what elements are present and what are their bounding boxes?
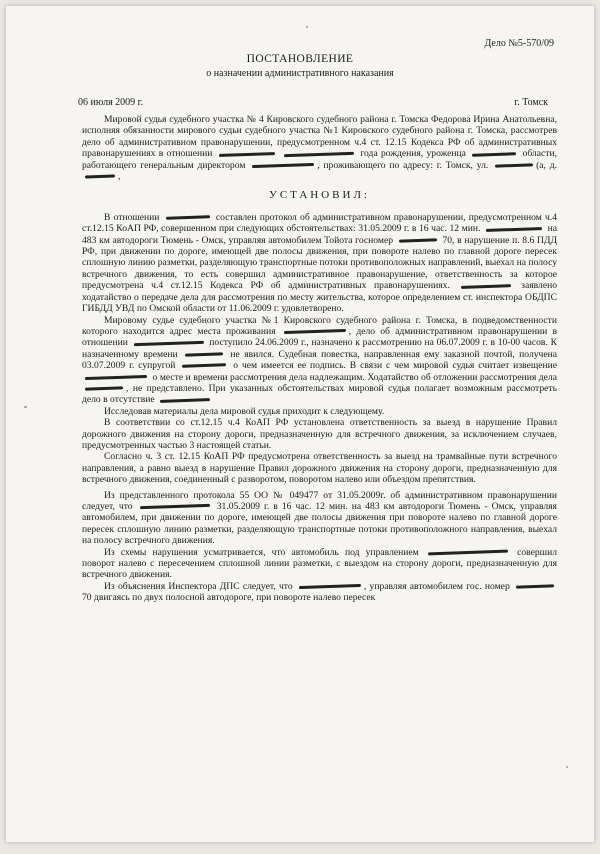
redaction-mark [134,340,204,345]
paragraph-protocol: В отношении составлен протокол об административном правонарушении, предусмотренном ч.4 ст.12.15 КоАП РФ, совершенном при следующих обстоятельствах: 31.05.2009 г. в 16 час. 12 мин. на 483 км автодороги Тюмень - Омск, управляя автомобилем Тойота госномер 70, в нарушение п. 8.6 ПДД РФ, при движении по дороге, имеющей две полосы движения, при повороте налево по главной дороге пересек сплошную линию разметки, разделяющую транспортные потоки противоположных направлений, выехал на полосу встречного движения, то есть совершил административное правонарушение, ответственность за которое предусмотрена ч.4 ст.12.15 Кодекса РФ об административных правонарушениях. заявлено ходатайство о передаче дела для рассмотрения по месту жительства, которое определением ст. инспектора ОБДПС ГИБДД УВД по Омской области от 11.06.2009 г. удовлетворено. [82,211,558,315]
redaction-mark [516,584,554,588]
paragraph-jurisdiction: Мировому судье судебного участка №1 Кировского судебного района г. Томска, в подведомственности которого находится адрес места проживания , дело об административном правонарушении в отношении поступило 24.06.2009 г., назначено к рассмотрению на 06.07.2009 г. в 10-00 часов. К назначенному времени не явился. Судебная повестка, направленная ему заказной почтой, получена 03.07.2009 г. супругой о чем имеется ее подпись. В связи с чем мировой судья считает извещение о месте и времени рассмотрения дела надлежащим. Ходатайство об отложении рассмотрения дела , не представлено. При указанных обстоятельствах мировой судья полагает возможным рассмотреть дело в отсутствие [82,314,558,406]
redaction-mark [185,352,223,356]
redaction-mark [160,398,210,403]
document-page [6,6,594,842]
redaction-mark [140,504,210,509]
paragraph-review: Исследовав материалы дела мировой судья приходит к следующему. [104,405,385,417]
paragraph-protocol-evidence: Из представленного протокола 55 ОО № 049477 от 31.05.2009г. об административном правонарушении следует, что 31.05.2009 г. в 16 час. 12 мин. на 483 км автодороги Тюмень - Омск, управляя автомобилем, при движении по дороге, имеющей две полосы движения при повороте налево по главной дороге пересек сплошную линию разметки, разделяющую транспортные потоки противоположного направления, выехал на полосу встречного движения. [82,489,557,547]
intro-paragraph: Мировой судья судебного участка № 4 Кировского судебного района г. Томска Федорова Ирина Анатольевна, исполняя обязанности мирового судьи судебного участка №1 Кировского судебного района г. Томска, рассмотрев дело об административном правонарушении, предусмотренном ч.4 ст. 12.15 Кодекса РФ об административных правонарушениях в отношении года рождения, уроженца области, работающего генеральным директором , проживающего по адресу: г. Томск, ул. (а, д. , [82,114,558,183]
case-number: Дело №5-570/09 [484,38,554,49]
document-city: г. Томск [514,97,548,108]
redaction-mark [85,387,123,391]
redaction-mark [399,238,437,242]
document-title: ПОСТАНОВЛЕНИЕ [246,53,354,65]
paragraph-inspector: Из объяснения Инспектора ДПС следует, что , управляя автомобилем гос. номер 70 двигаясь по двух полосной автодороге, при повороте налево пересек [82,581,557,604]
redaction-mark [85,175,115,179]
paragraph-article-part3: Согласно ч. 3 ст. 12.15 КоАП РФ предусмотрена ответственность за выезд на трамвайные пути встречного направления, а равно выезд в нарушение Правил дорожного движения на сторону дороги, предназначенную для встречного движения, соединенный с разворотом, поворотом налево или объездом препятствия. [82,451,557,486]
redaction-mark [460,284,510,289]
redaction-mark [219,152,275,157]
redaction-mark [472,152,516,157]
redaction-mark [85,375,147,380]
redaction-mark [284,329,346,334]
redaction-mark [284,151,354,156]
document-body [82,114,557,604]
paragraph-article-part4: В соответствии со ст.12.15 ч.4 КоАП РФ установлена ответственность за выезд в нарушение Правил дорожного движения на сторону дороги, предназначенную для встречного движения, за исключением случаев, предусмотренных частью 3 настоящей статьи. [82,417,557,451]
document-subtitle: о назначении административного наказания [206,68,394,79]
redaction-mark [299,584,361,589]
section-heading: УСТАНОВИЛ: [269,189,370,202]
redaction-mark [252,163,314,168]
redaction-mark [495,163,533,167]
redaction-mark [486,227,542,232]
document-date: 06 июля 2009 г. [78,97,144,108]
paragraph-scheme: Из схемы нарушения усматривается, что автомобиль под управлением совершил поворот налево с пересечением сплошной линии разметки, с выездом на сторону дороги, предназначенную для встречного движения. [82,546,557,581]
redaction-mark [166,215,210,220]
redaction-mark [182,364,226,369]
redaction-mark [428,550,508,556]
